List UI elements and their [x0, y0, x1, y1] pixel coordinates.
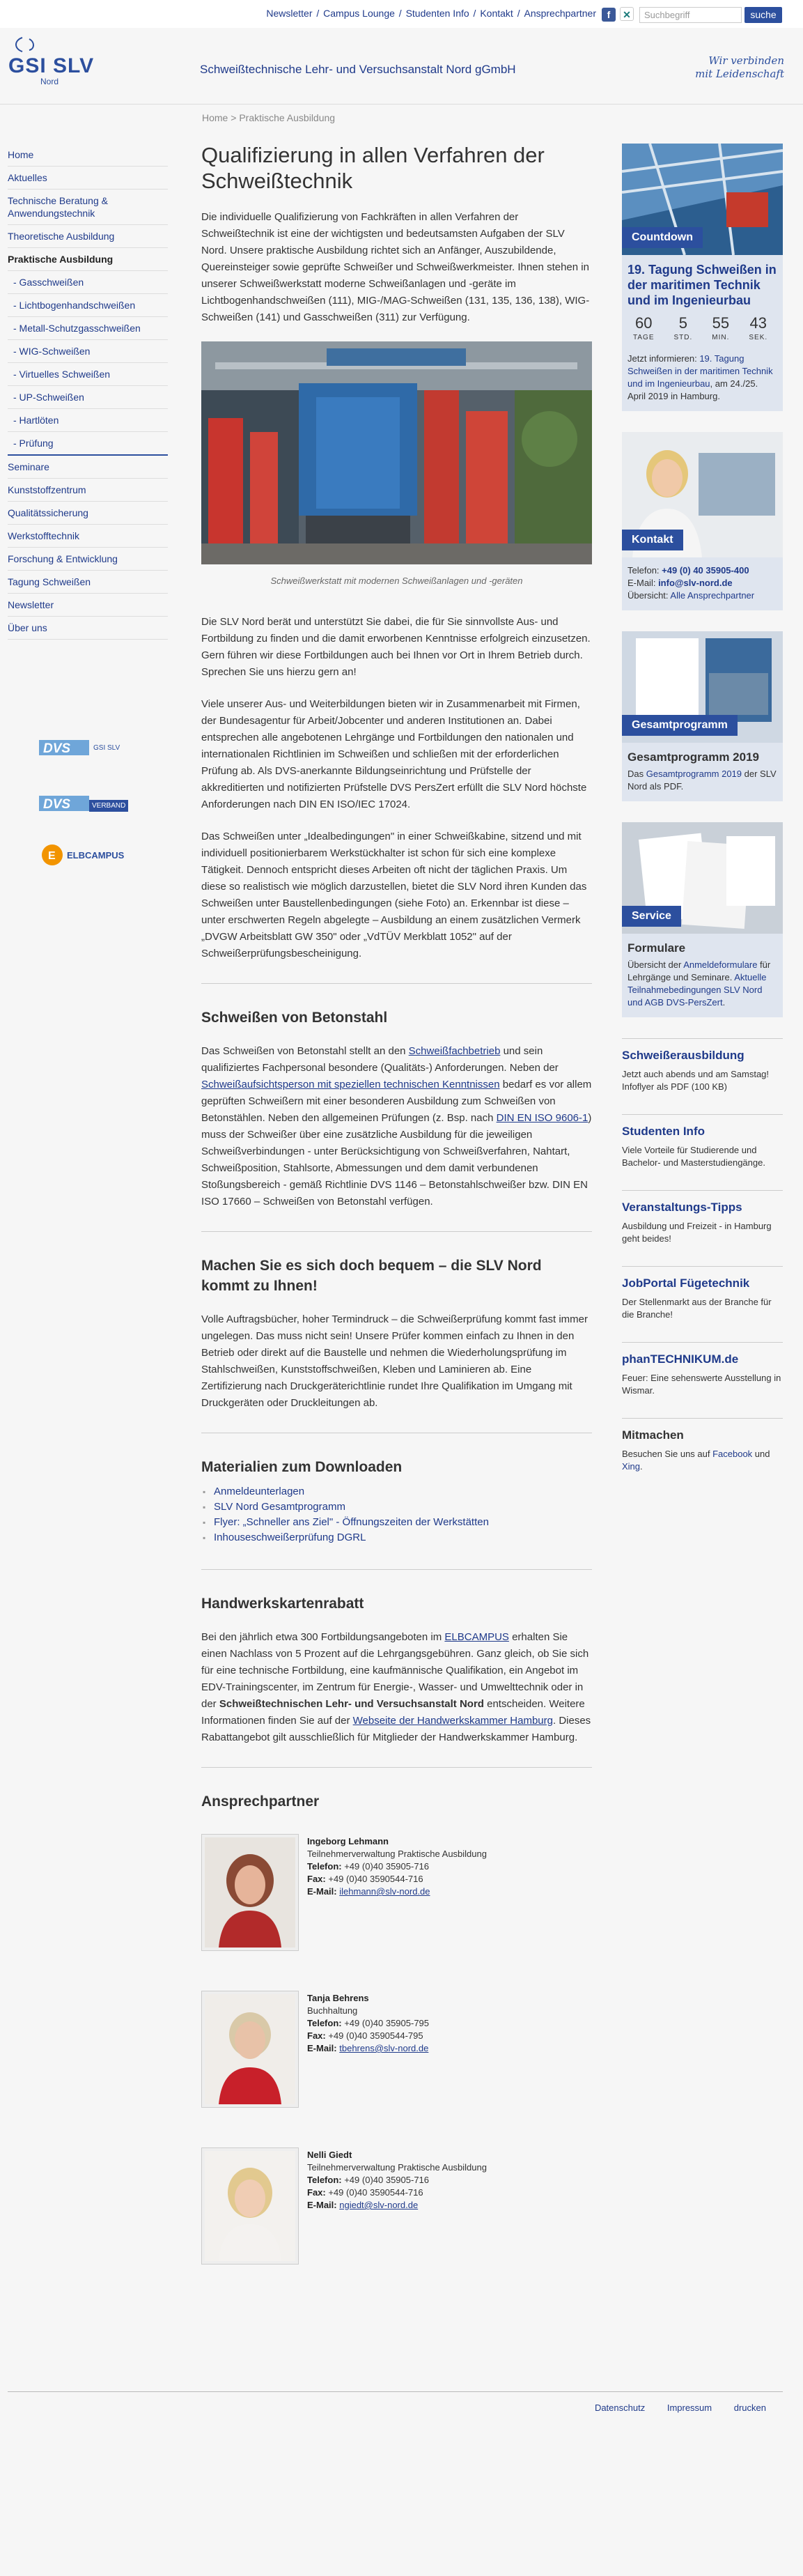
breadcrumb-home[interactable]: Home — [202, 112, 228, 123]
contact-info — [307, 1835, 487, 1898]
contact-tel: +49 (0)40 35905-716 — [344, 1861, 430, 1872]
link-block-phantechnikum[interactable] — [622, 1342, 783, 1418]
text: Jetzt informieren: — [627, 353, 700, 364]
link-handwerkskammer[interactable]: Webseite der Handwerkskammer Hamburg — [352, 1715, 553, 1727]
xing-icon[interactable]: ✕ — [620, 7, 634, 21]
kontakt-tag: Kontakt — [622, 530, 683, 550]
search-input[interactable]: Suchbegriff — [639, 7, 742, 23]
footer — [0, 2391, 803, 2576]
sidebar-item-theoretische-ausbildung[interactable]: Theoretische Ausbildung — [8, 225, 168, 248]
countdown-days-label: TAGE — [633, 334, 655, 341]
divider — [201, 1569, 592, 1570]
countdown-secs: 43 — [749, 314, 767, 332]
footer-link-impressum[interactable]: Impressum — [666, 2403, 712, 2413]
text: und — [752, 1449, 770, 1459]
text: Bei den jährlich etwa 300 Fortbildungsangeboten im — [201, 1631, 445, 1643]
logo-sub: Nord — [40, 77, 59, 86]
partner-elbcampus[interactable] — [39, 844, 130, 865]
sidebar-item-home[interactable]: Home — [8, 144, 168, 167]
contact-avatar-icon — [205, 2151, 295, 2261]
countdown-box[interactable] — [622, 144, 783, 411]
contact-mail-link[interactable]: ilehmann@slv-nord.de — [339, 1886, 430, 1897]
text: entscheiden. Weitere Informationen finden Sie auf der — [201, 1698, 585, 1727]
label: Fax: — [307, 2030, 326, 2041]
mitmachen-text — [622, 1448, 783, 1473]
kontakt-overview-link[interactable]: Alle Ansprechpartner — [670, 590, 755, 601]
partner-sub: GSI SLV — [93, 744, 120, 752]
elbcampus-logo-icon — [40, 843, 64, 867]
link-schweissfachbetrieb[interactable]: Schweißfachbetrieb — [408, 1045, 501, 1057]
top-links: Newsletter / Campus Lounge / Studenten Info / Kontakt / Ansprechpartner — [266, 8, 596, 19]
link-schweissaufsichtsperson[interactable]: Schweißaufsichtsperson mit speziellen technischen Kenntnissen — [201, 1079, 500, 1090]
sidebar-item-praktische-ausbildung[interactable]: Praktische Ausbildung — [8, 248, 168, 271]
sidebar-item-aktuelles[interactable]: Aktuelles — [8, 167, 168, 190]
link-block-schweisserausbildung[interactable] — [622, 1038, 783, 1114]
breadcrumb — [202, 112, 335, 123]
text: für Lehrgänge und Seminare. — [627, 959, 771, 982]
paragraph-idealbedingungen: Das Schweißen unter „Idealbedingungen" in einer Schweißkabine, sitzend und mit individuell positionierbarem Werkstückhalter ist schon für sich eine komplexe Tätigkeit. Dennoch entspricht dieses Arbeiten oft nicht der täglichen Praxis. Um diese so realistisch wie möglich darzustellen, bietet die SLV Nord ihren Kunden das Schweißen unter Baustellenbedingungen (siehe Foto) an. Erkennbar ist diese – unter erschwerten Regeln abgelegte – Ausbildung an einem zusätzlichen Vermerk „DVGW Arbeitsblatt GW 350" oder „VdTÜV Merkblatt 1052" auf der Schweißerprüfungsbescheinigung. — [201, 831, 587, 959]
link-block-text: Feuer: Eine sehenswerte Ausstellung in Wismar. — [622, 1373, 781, 1396]
partner-dvs-verband[interactable] — [39, 793, 130, 814]
sidebar-item-kunststoffzentrum[interactable]: Kunststoffzentrum — [8, 479, 168, 502]
download-gesamtprogramm[interactable]: ▪ SLV Nord Gesamtprogramm — [201, 1499, 592, 1515]
label: Telefon: — [307, 2018, 342, 2028]
claim-line-2: mit Leidenschaft — [695, 68, 784, 80]
divider — [201, 1231, 592, 1232]
paragraph-zusammenarbeit: Viele unserer Aus- und Weiterbildungen bieten wir in Zusammenarbeit mit Firmen, der Bundesagentur für Arbeit/Jobcenter und anderen Institutionen an. Dabei entsprechen alle angebotenen Lehrgänge und Fortbildungen den nationalen und internationalen Richtlinien im Schweißen und schließen mit der erforderlichen Prüfung ab. Als DVS-anerkannte Bildungseinrichtung und Prüfstelle der akkreditierten und notifizierten Prüfstelle DVS PersZert erfüllt die SLV Nord höchste Anforderungen nach DIN EN ISO/IEC 17024. — [201, 698, 587, 810]
countdown-title: 19. Tagung Schweißen in der maritimen Technik und im Ingenieurbau — [627, 263, 777, 307]
contact-fax: +49 (0)40 3590544-795 — [328, 2030, 423, 2041]
mitmachen-block — [622, 1418, 783, 1494]
page-title: Qualifizierung in allen Verfahren der Schweißtechnik — [201, 143, 545, 193]
text: Das — [627, 769, 646, 779]
paragraph-beratung: Die SLV Nord berät und unterstützt Sie dabei, die für Sie sinnvollste Aus- und Fortbildung zu finden und die damit erworbenen Kenntnisse erfolgreich einzusetzen. Gern führen wir diese Fortbildungen auch bei Ihnen vor Ort in Ihrem Betrieb durch. Sprechen Sie uns hierzu gern an! — [201, 616, 591, 678]
programm-tag: Gesamtprogramm — [622, 715, 738, 736]
link-block-title[interactable]: Veranstaltungs-Tipps — [622, 1201, 742, 1214]
service-tag: Service — [622, 906, 681, 927]
contact-mail-link[interactable]: ngiedt@slv-nord.de — [339, 2200, 419, 2210]
text: Übersicht: — [627, 590, 671, 601]
text: E-Mail: — [627, 578, 659, 588]
download-inhouse[interactable]: ▪ Inhouseschweißerprüfung DGRL — [201, 1530, 592, 1545]
paragraph-betonstahl — [201, 1043, 592, 1210]
top-link-studenten-info[interactable]: Studenten Info — [405, 8, 469, 19]
social-icons — [602, 7, 638, 22]
text: Übersicht der — [627, 959, 684, 970]
svg-text:E: E — [48, 850, 56, 862]
contact-photo — [201, 1834, 299, 1951]
contact-card — [201, 1991, 592, 2147]
site-title: Schweißtechnische Lehr- und Versuchsanstalt Nord gGmbH — [200, 63, 516, 76]
link-block-text: Viele Vorteile für Studierende und Bachelor- und Masterstudiengänge. — [622, 1145, 765, 1168]
service-box[interactable] — [622, 822, 783, 1017]
heading-downloads: Materialien zum Downloaden — [201, 1459, 403, 1475]
link-block-veranstaltungs-tipps[interactable] — [622, 1190, 783, 1266]
contact-role: Buchhaltung — [307, 2005, 358, 2016]
top-bar — [0, 0, 803, 28]
countdown-timer — [633, 315, 777, 344]
service-link-formulare[interactable]: Anmeldeformulare — [683, 959, 758, 970]
text: und sein qualifiziertes Fachpersonal besondere (Qualitäts-) Anforderungen. Neben der — [201, 1045, 559, 1074]
link-block-jobportal[interactable] — [622, 1266, 783, 1342]
breadcrumb-current: Praktische Ausbildung — [239, 112, 336, 123]
contact-role: Teilnehmerverwaltung Praktische Ausbildung — [307, 2162, 487, 2173]
download-anmeldeunterlagen[interactable]: ▪ Anmeldeunterlagen — [201, 1484, 592, 1499]
footer-divider — [8, 2391, 783, 2392]
countdown-tag: Countdown — [622, 227, 703, 248]
link-block-text: Ausbildung und Freizeit - in Hamburg geht beides! — [622, 1221, 772, 1244]
sidebar-item-technische-beratung-anwendungstechnik[interactable]: Technische Beratung & Anwendungstechnik — [8, 190, 168, 225]
text: . Dieses Rabattangebot gilt ausschließlich für Mitglieder der Handwerkskammer Hamburg. — [201, 1715, 591, 1743]
kontakt-body — [622, 557, 783, 610]
sidebar-item-metall-schutzgasschweißen[interactable]: - Metall-Schutzgasschweißen — [8, 317, 168, 340]
label: E-Mail: — [307, 1886, 337, 1897]
photo-caption: Schweißwerkstatt mit modernen Schweißanlagen und -geräten — [270, 576, 523, 586]
heading-rabatt: Handwerkskartenrabatt — [201, 1596, 364, 1612]
countdown-hours: 5 — [678, 314, 687, 332]
sidebar-item-qualitätssicherung[interactable]: Qualitätssicherung — [8, 502, 168, 525]
facebook-icon[interactable]: f — [602, 8, 616, 22]
svg-text:DVS: DVS — [43, 741, 71, 756]
svg-text:DVS: DVS — [43, 797, 71, 812]
label: Fax: — [307, 2187, 326, 2198]
text: der SLV Nord als PDF. — [627, 769, 777, 792]
paragraph-rabatt — [201, 1629, 592, 1746]
link-block-title[interactable]: Schweißerausbildung — [622, 1049, 744, 1062]
service-image — [622, 822, 783, 934]
footer-links — [575, 2403, 766, 2413]
workshop-photo — [201, 341, 592, 564]
intro-paragraph: Die individuelle Qualifizierung von Fachkräften in allen Verfahren der Schweißtechnik ist eine der wichtigsten und bedeutsamsten Aufgaben der SLV Nord. Unsere praktische Ausbildung richtet sich an Anfänger, Auszubildende, Quereinsteiger sowie geprüfte Schweißer und Schweißwerkmeister. Ihnen stehen in unserer Schweißwerkstatt moderne Schweißanlagen und -geräte im Lichtbogenhandschweißen (111), MIG-/MAG-Schweißen (131, 135, 136, 138), WIG-Schweißen (141) und Gasschweißen (311) zur Verfügung. — [201, 211, 590, 323]
sidebar-item-tagung-schweißen[interactable]: Tagung Schweißen — [8, 571, 168, 594]
text: ) muss der Schweißer über eine zusätzliche Ausbildung für die jeweiligen Schweißverbindungen - unter Berücksichtigung von Schweißverfahren, Nahtart, Schweißposition, Stahlsorte, Abmessungen und dem damit verbundenen Stoßungsbereich - gemäß Richtlinie DVS 1146 – Betonstahlschweißer bzw. DIN EN ISO 17660 – Schweißen von Betonstahl verfügen. — [201, 1112, 592, 1208]
heading-betonstahl: Schweißen von Betonstahl — [201, 1010, 388, 1026]
sidebar-item-über-uns[interactable]: Über uns — [8, 617, 168, 640]
logo-text-block — [8, 56, 94, 86]
contact-card — [201, 1834, 592, 1991]
label: Telefon: — [307, 1861, 342, 1872]
countdown-mins: 55 — [712, 314, 730, 332]
workshop-photo-graphic — [201, 341, 592, 564]
breadcrumb-separator: > — [231, 112, 237, 123]
sidebar-item-prüfung[interactable]: - Prüfung — [8, 432, 168, 456]
contact-photo — [201, 1991, 299, 2108]
sidebar-item-newsletter[interactable]: Newsletter — [8, 594, 168, 617]
contact-mail-link[interactable]: tbehrens@slv-nord.de — [339, 2043, 429, 2053]
countdown-text — [627, 353, 777, 403]
text: . — [722, 997, 726, 1008]
partner-sub: VERBAND — [89, 800, 128, 812]
divider — [201, 1767, 592, 1768]
link-elbcampus[interactable]: ELBCAMPUS — [444, 1631, 509, 1643]
text-bold: Schweißtechnischen Lehr- und Versuchsanstalt Nord — [219, 1698, 484, 1710]
sidebar-item-werkstofftechnik[interactable]: Werkstofftechnik — [8, 525, 168, 548]
contact-card — [201, 2147, 592, 2304]
countdown-body — [622, 255, 783, 411]
paragraph-bequem: Volle Auftragsbücher, hoher Termindruck – die Schweißerprüfung kommt fast immer ungelegen. Das muss nicht sein! Unsere Prüfer kommen einfach zu Ihnen in den Betrieb oder direkt auf die Baustelle und nehmen die Wiederholungsprüfung im Stahlschweißen, Kunststoffschweißen, Kleben und Laminieren ab. Eine Zertifizierung nach Druckgeräterichtlinie rundet Ihre Qualifikation im Umgang mit Druckgeräten oder Druckleitungen ab. — [201, 1313, 588, 1409]
text: Telefon: — [627, 565, 662, 576]
search-button[interactable]: suche — [744, 7, 782, 23]
contact-name: Ingeborg Lehmann — [307, 1836, 389, 1846]
countdown-hours-label: STD. — [673, 334, 693, 341]
sidebar-item-seminare[interactable]: Seminare — [8, 456, 168, 479]
link-din-en-iso-9606[interactable]: DIN EN ISO 9606-1 — [496, 1112, 588, 1124]
countdown-mins-label: MIN. — [712, 334, 730, 341]
top-link-campus-lounge[interactable]: Campus Lounge — [323, 8, 395, 19]
countdown-secs-label: SEK. — [749, 334, 768, 341]
xing-link[interactable]: Xing — [622, 1461, 641, 1472]
divider — [201, 983, 592, 984]
programm-title: Gesamtprogramm 2019 — [627, 750, 759, 764]
contact-avatar-icon — [205, 1837, 295, 1948]
label: Telefon: — [307, 2175, 342, 2185]
sidebar-item-gasschweißen[interactable]: - Gasschweißen — [8, 271, 168, 294]
top-link-newsletter[interactable]: Newsletter — [266, 8, 313, 19]
label: E-Mail: — [307, 2200, 337, 2210]
contact-role: Teilnehmerverwaltung Praktische Ausbildung — [307, 1849, 487, 1859]
text: Besuchen Sie uns auf — [622, 1449, 713, 1459]
contact-name: Nelli Giedt — [307, 2150, 352, 2160]
text: . — [640, 1461, 643, 1472]
kontakt-mail-link[interactable]: info@slv-nord.de — [658, 578, 733, 588]
label: E-Mail: — [307, 2043, 337, 2053]
sidebar-item-virtuelles-schweißen[interactable]: - Virtuelles Schweißen — [8, 363, 168, 386]
contact-tel: +49 (0)40 35905-716 — [344, 2175, 430, 2185]
label: Fax: — [307, 1874, 326, 1884]
contact-info — [307, 2149, 487, 2212]
programm-body — [622, 743, 783, 801]
link-block-title[interactable]: Studenten Info — [622, 1125, 705, 1138]
download-flyer[interactable]: ▪ Flyer: „Schneller ans Ziel" - Öffnungszeiten der Werkstätten — [201, 1515, 592, 1530]
top-link-ansprechpartner[interactable]: Ansprechpartner — [524, 8, 596, 19]
partner-name: ELBCAMPUS — [67, 850, 125, 861]
top-link-kontakt[interactable]: Kontakt — [480, 8, 513, 19]
sidebar-nav — [8, 144, 168, 640]
contact-avatar-icon — [205, 1994, 295, 2104]
partner-dvs-gsi-slv[interactable] — [39, 737, 130, 758]
programm-box[interactable] — [622, 631, 783, 801]
text: , am 24./25. April 2019 in Hamburg. — [627, 378, 758, 401]
service-link-agb[interactable]: Aktuelle Teilnahmebedingungen SLV Nord und AGB DVS-PersZert — [627, 972, 767, 1008]
kontakt-tel: +49 (0) 40 35905-400 — [662, 565, 749, 576]
claim-line-1: Wir verbinden — [708, 54, 784, 67]
mitmachen-title: Mitmachen — [622, 1428, 684, 1442]
sidebar-item-forschung-entwicklung[interactable]: Forschung & Entwicklung — [8, 548, 168, 571]
link-block-text: Jetzt auch abends und am Samstag! Infoflyer als PDF (100 KB) — [622, 1069, 770, 1092]
text: Das Schweißen von Betonstahl stellt an den — [201, 1045, 409, 1057]
contact-fax: +49 (0)40 3590544-716 — [328, 2187, 423, 2198]
contact-photo — [201, 2147, 299, 2265]
countdown-image — [622, 144, 783, 255]
download-list — [201, 1484, 592, 1545]
link-block-text: Der Stellenmarkt aus der Branche für die Branche! — [622, 1297, 772, 1320]
sidebar-item-hartlöten[interactable]: - Hartlöten — [8, 409, 168, 432]
contact-info — [307, 1992, 429, 2055]
facebook-link[interactable]: Facebook — [712, 1449, 753, 1459]
kontakt-image — [622, 432, 783, 557]
heading-ansprechpartner: Ansprechpartner — [201, 1794, 320, 1810]
text: erhalten Sie einen Nachlass von 5 Prozent auf die Lehrgangsgebühren. Ganz gleich, ob Sie sich für eine technische Fortbildung, eine kaufmännische Qualifikation, ein Angebot im EDV-Trainingscenter, im Zentrum für Energie-, Wasser- und Umwelttechnik oder in der — [201, 1631, 589, 1710]
heading-bequem: Machen Sie es sich doch bequem – die SLV Nord kommt zu Ihnen! — [201, 1258, 542, 1294]
countdown-link[interactable]: 19. Tagung Schweißen in der maritimen Technik und im Ingenieurbau — [627, 353, 773, 389]
sidebar-item-lichtbogenhandschweißen[interactable]: - Lichtbogenhandschweißen — [8, 294, 168, 317]
contact-tel: +49 (0)40 35905-795 — [344, 2018, 430, 2028]
programm-link[interactable]: Gesamtprogramm 2019 — [646, 769, 742, 779]
countdown-days: 60 — [635, 314, 653, 332]
link-block-title[interactable]: JobPortal Fügetechnik — [622, 1277, 750, 1290]
contact-name: Tanja Behrens — [307, 1993, 369, 2003]
service-title: Formulare — [627, 941, 686, 955]
claim — [695, 54, 784, 81]
link-block-studenten-info[interactable] — [622, 1114, 783, 1190]
programm-image — [622, 631, 783, 743]
sidebar-item-wig-schweißen[interactable]: - WIG-Schweißen — [8, 340, 168, 363]
logo-text: GSI SLV — [8, 54, 95, 77]
link-block-title[interactable]: phanTECHNIKUM.de — [622, 1352, 739, 1366]
kontakt-box[interactable] — [622, 432, 783, 610]
text: bedarf es vor allem geprüften Schweißern mit einer besonderen Ausbildung zum Schweißen von Betonstählen. Neben den allgemeinen Prüfungen (z. Bsp. nach — [201, 1079, 592, 1124]
footer-link-datenschutz[interactable]: Datenschutz — [594, 2403, 646, 2413]
right-sidebar — [622, 144, 783, 1494]
contact-fax: +49 (0)40 3590544-716 — [328, 1874, 423, 1884]
service-body — [622, 934, 783, 1017]
sidebar-item-up-schweißen[interactable]: - UP-Schweißen — [8, 386, 168, 409]
footer-link-drucken[interactable]: drucken — [733, 2403, 766, 2413]
main-content — [201, 142, 592, 2304]
